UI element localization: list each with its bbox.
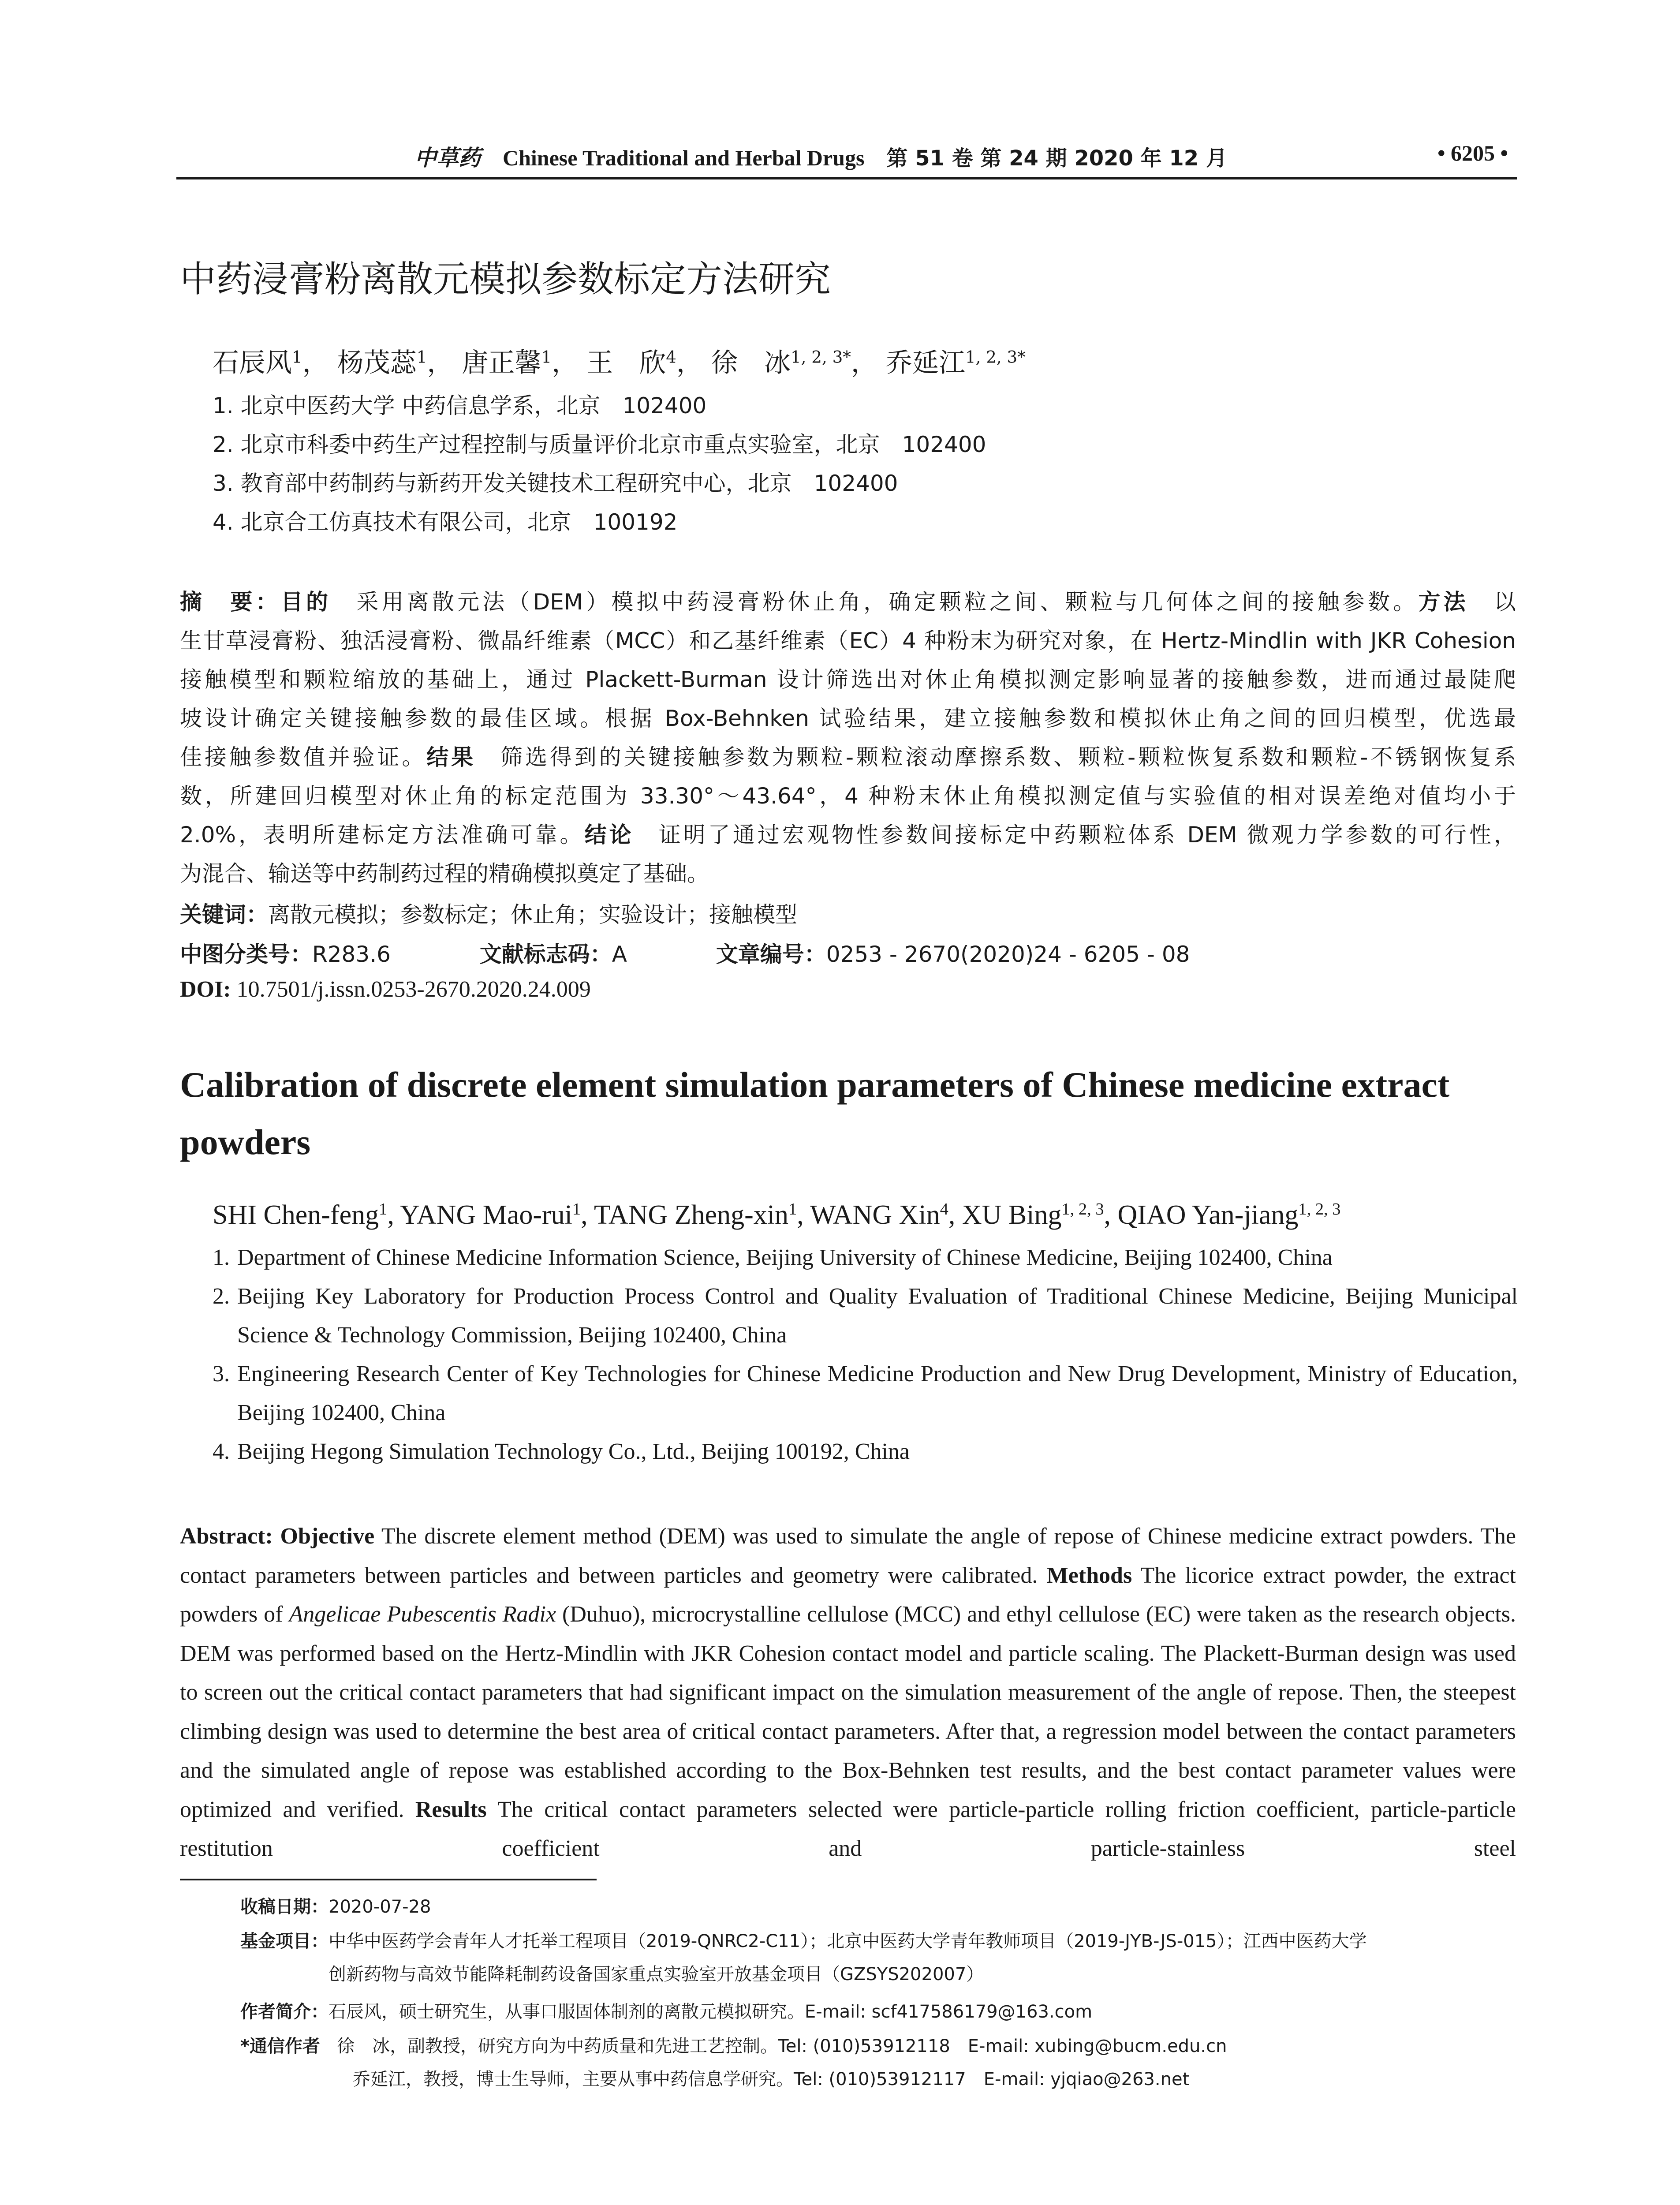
footnote-fund-cont: 创新药物与高效节能降耗制药设备国家重点实验室开放基金项目（GZSYS202007）	[329, 1964, 984, 1984]
author-cn: 乔延江$^{1, 2, 3*}$	[885, 347, 1026, 378]
author-cn: 徐 冰$^{1, 2, 3*}$	[711, 347, 851, 378]
author-en: TANG Zheng-xin$^1$	[594, 1200, 797, 1230]
abstract-cn-line: 2.0%，表明所建标定方法准确可靠。结论 证明了通过宏观物性参数间接标定中药颗粒体系 DEM 微观力学参数的可行性，	[180, 822, 1516, 848]
abstract-cn-line: 数，所建回归模型对休止角的标定范围为 33.30°～43.64°，4 种粉末休止角模拟测定值与实验值的相对误差绝对值均小于	[180, 783, 1516, 809]
header-journal	[414, 140, 1227, 172]
journal-name-cn: 中草药	[414, 145, 481, 171]
header-rule	[176, 177, 1517, 179]
affiliation-en: 4. Beijing Hegong Simulation Technology Co., Ltd., Beijing 100192, China	[213, 1439, 910, 1464]
author-en: XU Bing$^{1, 2, 3}$	[962, 1200, 1104, 1230]
abstract-cn-line: 坡设计确定关键接触参数的最佳区域。根据 Box-Behnken 试验结果，建立接触参数和模拟休止角之间的回归模型，优选最	[180, 706, 1516, 731]
abstract-en: Abstract: Objective The discrete element method (DEM) was used to simulate the angle of repose of Chinese medicine extract powders. The contact parameters between particles and between particles and geometry were calibrated. Methods The licorice extract powder, the extract powders of Angelicae Pubescentis Radix (Duhuo), microcrystalline cellulose (MCC) and ethyl cellulose (EC) were taken as the research objects. DEM was performed based on the Hertz-Mindlin with JKR Cohesion contact model and particle scaling. The Plackett-Burman design was used to screen out the critical contact parameters that had significant impact on the simulation measurement of the angle of repose. Then, the steepest climbing design was used to determine the best area of critical contact parameters. After that, a regression model between the contact parameters and the simulated angle of repose was established according to the Box-Behnken test results, and the best contact parameter values were optimized and verified. Results The critical contact parameters selected were particle-particle rolling friction coefficient, particle-particle restitution coefficient and particle-stainless steel	[180, 1524, 1516, 1861]
affiliation-en: 3. Engineering Research Center of Key Technologies for Chinese Medicine Production and New Drug Development, Ministry of Education, Beijing 102400, China	[213, 1361, 1518, 1425]
authors-en: SHI Chen-feng$^1$, YANG Mao-rui$^1$, TANG Zheng-xin$^1$, WANG Xin$^4$, XU Bing$^{1, 2, 3}$, QIAO Yan-jiang$^{1, 2, 3}$	[213, 1200, 1341, 1230]
affiliation-cn: 4. 北京合工仿真技术有限公司，北京 100192	[213, 509, 678, 535]
author-en: SHI Chen-feng$^1$	[213, 1200, 388, 1230]
footnote-fund: 基金项目：中华中医药学会青年人才托举工程项目（2019-QNRC2-C11）；北京中医药大学青年教师项目（2019-JYB-JS-015）；江西中医药大学	[240, 1931, 1367, 1951]
footnote-corresponding: *通信作者 徐 冰，副教授，研究方向为中药质量和先进工艺控制。Tel: (010)53912118 E-mail: xubing@bucm.edu.cn	[240, 2036, 1227, 2056]
abstract-cn-line: 接触模型和颗粒缩放的基础上，通过 Plackett-Burman 设计筛选出对休止角模拟测定影响显著的接触参数，进而通过最陡爬	[180, 667, 1516, 692]
classification: 中图分类号：R283.6 文献标志码：A 文章编号：0253 - 2670(2020)24 - 6205 - 08	[180, 942, 1190, 967]
affiliation-cn: 3. 教育部中药制药与新药开发关键技术工程研究中心，北京 102400	[213, 471, 898, 496]
footnote-corresponding-cont: 乔延江，教授，博士生导师，主要从事中药信息学研究。Tel: (010)53912117 E-mail: yjqiao@263.net	[353, 2069, 1190, 2089]
title-cn: 中药浸膏粉离散元模拟参数标定方法研究	[180, 258, 831, 300]
author-en: YANG Mao-rui$^1$	[400, 1200, 581, 1230]
affiliation-en: 2. Beijing Key Laboratory for Production Process Control and Quality Evaluation of Traditional Chinese Medicine, Beijing Municipal Science & Technology Commission, Beijing 102400, China	[213, 1284, 1518, 1348]
page-number: • 6205 •	[1437, 141, 1508, 165]
footnote-received: 收稿日期：2020-07-28	[240, 1897, 431, 1917]
authors-cn: 石辰风$^1$， 杨茂蕊$^1$， 唐正馨$^1$， 王 欣$^4$， 徐 冰$^{1, 2, 3*}$， 乔延江$^{1, 2, 3*}$	[213, 347, 1026, 378]
abstract-cn-line: 为混合、输送等中药制药过程的精确模拟奠定了基础。	[180, 861, 709, 886]
footnote-bio: 作者简介：石辰风，硕士研究生，从事口服固体制剂的离散元模拟研究。E-mail: scf417586179@163.com	[240, 2002, 1093, 2022]
affiliation-cn: 2. 北京市科委中药生产过程控制与质量评价北京市重点实验室，北京 102400	[213, 432, 986, 457]
author-cn: 王 欣$^4$	[586, 347, 676, 378]
keywords-cn: 关键词：离散元模拟；参数标定；休止角；实验设计；接触模型	[180, 902, 797, 927]
doi: DOI: 10.7501/j.issn.0253-2670.2020.24.009	[180, 977, 591, 1002]
journal-name-en: Chinese Traditional and Herbal Drugs	[503, 146, 865, 170]
affiliation-en: 1. Department of Chinese Medicine Information Science, Beijing University of Chinese Medicine, Beijing 102400, China	[213, 1245, 1333, 1270]
abstract-cn-line: 生甘草浸膏粉、独活浸膏粉、微晶纤维素（MCC）和乙基纤维素（EC）4 种粉末为研究对象，在 Hertz-Mindlin with JKR Cohesion	[180, 628, 1516, 654]
journal-issue: 第 51 卷 第 24 期 2020 年 12 月	[886, 146, 1227, 171]
abstract-cn-line: 摘 要：目的 采用离散元法（DEM）模拟中药浸膏粉休止角，确定颗粒之间、颗粒与几何体之间的接触参数。方法 以	[180, 589, 1516, 615]
affiliation-cn: 1. 北京中医药大学 中药信息学系，北京 102400	[213, 393, 707, 419]
title-en: Calibration of discrete element simulation parameters of Chinese medicine extract powders	[180, 1065, 1450, 1162]
footnote-rule	[180, 1879, 597, 1880]
author-en: WANG Xin$^4$	[810, 1200, 948, 1230]
author-cn: 杨茂蕊$^1$	[337, 347, 427, 378]
author-cn: 唐正馨$^1$	[462, 347, 552, 378]
running-header	[176, 140, 1517, 171]
author-en: QIAO Yan-jiang$^{1, 2, 3}$	[1117, 1200, 1341, 1230]
author-cn: 石辰风$^1$	[213, 347, 302, 378]
abstract-cn-line: 佳接触参数值并验证。结果 筛选得到的关键接触参数为颗粒-颗粒滚动摩擦系数、颗粒-颗粒恢复系数和颗粒-不锈钢恢复系	[180, 744, 1516, 770]
